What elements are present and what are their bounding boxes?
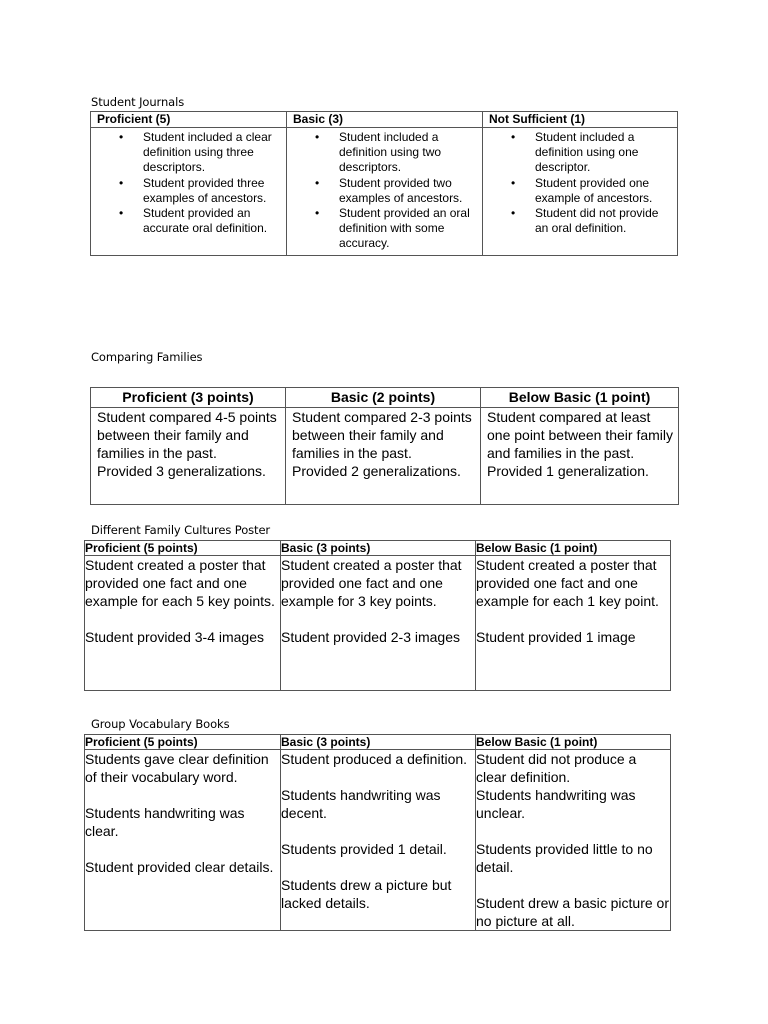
cell-text: Student created a poster that provided one fact and one example for 3 key points. [281,557,462,609]
cell-text: Student created a poster that provided one fact and one example for each 1 key point. [476,557,659,609]
column-header-proficient: Proficient (3 points) [91,388,286,408]
bullet-list [287,130,478,252]
column-header-below-basic: Below Basic (1 point) [476,541,671,556]
table-cell-proficient [85,750,281,931]
column-header-basic: Basic (3 points) [281,735,476,750]
table-header-row [85,735,671,750]
list-item: • Student included a definition using one descriptor. [535,130,673,176]
cell-text: Students provided little to no detail. [476,841,653,875]
table-cell-basic [281,556,476,691]
cell-text: Students gave clear definition of their vocabulary word. [85,751,269,785]
cell-text: Student provided clear details. [85,859,274,875]
cell-text: Provided 3 generalizations. [97,463,266,479]
list-item: • Student provided an oral definition with some accuracy. [339,206,478,252]
column-header-basic: Basic (2 points) [286,388,481,408]
cell-text: Students drew a picture but lacked details. [281,877,452,911]
cell-text: Students handwriting was decent. [281,787,441,821]
table-cell-not-sufficient [483,128,678,256]
column-header-proficient: Proficient (5) [91,112,287,128]
cell-text: Student compared at least one point between their family and families in the past. [487,409,673,461]
bullet-list [483,130,673,236]
table-cell-proficient [91,408,286,505]
cell-text: Students handwriting was clear. [85,805,245,839]
cell-text: Students provided 1 detail. [281,841,447,857]
family-cultures-poster-table [84,540,671,691]
cell-text: Student did not produce a clear definition. [476,751,637,785]
group-vocabulary-books-table [84,734,671,931]
table-cell-basic [286,408,481,505]
cell-text: Student drew a basic picture or no picture at all. [476,895,669,929]
cell-text: Provided 2 generalizations. [292,463,461,479]
section-title-group-vocabulary-books: Group Vocabulary Books [91,717,230,731]
cell-text: Student provided 2-3 images [281,629,460,645]
list-item: • Student included a definition using two descriptors. [339,130,478,176]
cell-text: Student compared 4-5 points between their family and families in the past. [97,409,277,461]
column-header-not-sufficient: Not Sufficient (1) [483,112,678,128]
column-header-proficient: Proficient (5 points) [85,541,281,556]
table-row [91,128,678,256]
table-header-row [85,541,671,556]
cell-text: Student compared 2-3 points between their family and families in the past. [292,409,472,461]
comparing-families-table [90,387,679,505]
cell-text: Student provided 3-4 images [85,629,264,645]
cell-text: Student provided 1 image [476,629,636,645]
table-header-row [91,388,679,408]
cell-text: Provided 1 generalization. [487,463,649,479]
section-title-student-journals: Student Journals [91,95,185,109]
student-journals-table [90,111,678,256]
cell-text: Student produced a definition. [281,751,468,767]
list-item: • Student provided one example of ancestors. [535,176,673,206]
table-row [91,408,679,505]
list-item: • Student included a clear definition using three descriptors. [143,130,282,176]
table-row [85,556,671,691]
list-item: • Student did not provide an oral definition. [535,206,673,236]
column-header-below-basic: Below Basic (1 point) [476,735,671,750]
table-cell-basic [287,128,483,256]
table-header-row [91,112,678,128]
list-item: • Student provided three examples of ancestors. [143,176,282,206]
table-cell-basic [281,750,476,931]
section-title-comparing-families: Comparing Families [91,350,203,364]
table-cell-proficient [85,556,281,691]
list-item: • Student provided two examples of ancestors. [339,176,478,206]
table-row [85,750,671,931]
column-header-basic: Basic (3 points) [281,541,476,556]
list-item: • Student provided an accurate oral definition. [143,206,282,236]
bullet-list [91,130,282,236]
section-title-family-cultures-poster: Different Family Cultures Poster [91,523,271,537]
table-cell-below-basic [476,556,671,691]
column-header-basic: Basic (3) [287,112,483,128]
cell-text: Student created a poster that provided one fact and one example for each 5 key points. [85,557,275,609]
table-cell-below-basic [481,408,679,505]
table-cell-below-basic [476,750,671,931]
cell-text: Students handwriting was unclear. [476,787,636,821]
column-header-proficient: Proficient (5 points) [85,735,281,750]
column-header-below-basic: Below Basic (1 point) [481,388,679,408]
table-cell-proficient [91,128,287,256]
